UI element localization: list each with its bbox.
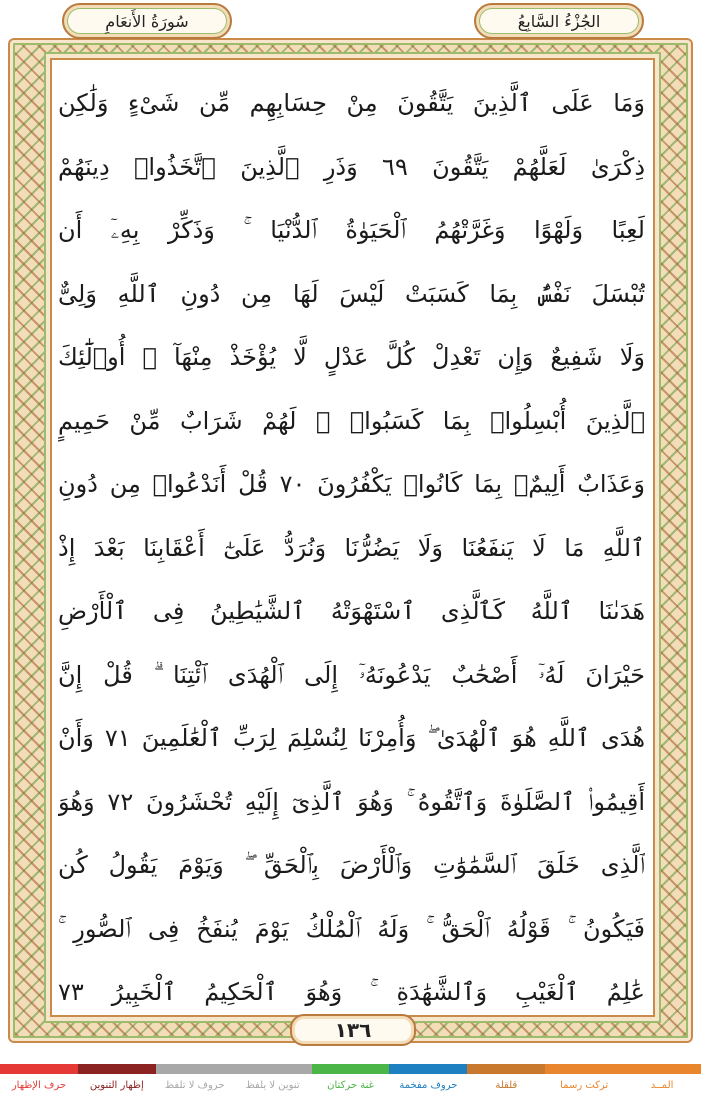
legend-swatch [156, 1064, 234, 1074]
text-line: فَيَكُونُ ۚ قَوْلُهُ ٱلْحَقُّ ۚ وَلَهُ ٱلْمُلْكُ يَوْمَ يُنفَخُ فِى ٱلصُّورِ ۚ [58, 914, 645, 943]
legend-item [156, 1064, 234, 1101]
legend-label: تركت رسما [560, 1080, 609, 1091]
text-line: لَعِبًا وَلَهْوًا وَغَرَّتْهُمُ ٱلْحَيَوٰةُ ٱلدُّنْيَا ۚ وَذَكِّرْ بِهِۦٓ أَن [58, 216, 645, 244]
legend-swatch [78, 1064, 156, 1074]
text-line: ٱلَّذِينَ أُبْسِلُوا۟ بِمَا كَسَبُوا۟ ۖ لَهُمْ شَرَابٌ مِّنْ حَمِيمٍ [58, 406, 645, 435]
tajweed-legend [0, 1064, 701, 1101]
legend-swatch [467, 1064, 545, 1074]
text-line: تُبْسَلَ نَفْسٌۢ بِمَا كَسَبَتْ لَيْسَ لَهَا مِن دُونِ ٱللَّهِ وَلِىٌّ [58, 279, 645, 308]
legend-label: حرف الإظهار [11, 1080, 67, 1091]
text-line: وَعَذَابٌ أَلِيمٌۢ بِمَا كَانُوا۟ يَكْفُرُونَ ٧٠ قُلْ أَنَدْعُوا۟ مِن دُونِ [58, 470, 645, 498]
text-line: وَمَا عَلَى ٱلَّذِينَ يَتَّقُونَ مِنْ حِسَابِهِم مِّن شَىْءٍ وَلَٰكِن [58, 89, 645, 117]
juz-name: الجُزْءُ السَّابِعُ [474, 3, 644, 39]
legend-label: المــد [650, 1080, 674, 1091]
quran-text [58, 72, 645, 1025]
legend-swatch [623, 1064, 701, 1074]
legend-label: حروف مفخمة [399, 1080, 458, 1091]
legend-label: إظهار التنوين [89, 1080, 144, 1091]
legend-item [234, 1064, 312, 1101]
legend-swatch [389, 1064, 467, 1074]
legend-label: قلقلة [495, 1080, 518, 1091]
text-line: هُدَى ٱللَّهِ هُوَ ٱلْهُدَىٰ ۖ وَأُمِرْنَا لِنُسْلِمَ لِرَبِّ ٱلْعَٰلَمِينَ ٧١ وَأَنْ [58, 724, 645, 752]
legend-label: حروف لا تلفظ [164, 1080, 225, 1091]
text-line: ٱلَّذِى خَلَقَ ٱلسَّمَٰوَٰتِ وَٱلْأَرْضَ بِٱلْحَقِّ ۖ وَيَوْمَ يَقُولُ كُن [58, 851, 645, 879]
legend-item [0, 1064, 78, 1101]
text-line: ذِكْرَىٰ لَعَلَّهُمْ يَتَّقُونَ ٦٩ وَذَرِ ٱلَّذِينَ ٱتَّخَذُوا۟ دِينَهُمْ [58, 152, 645, 181]
text-line: أَقِيمُوا۟ ٱلصَّلَوٰةَ وَٱتَّقُوهُ ۚ وَهُوَ ٱلَّذِىٓ إِلَيْهِ تُحْشَرُونَ ٧٢ وَهُوَ [58, 787, 645, 816]
legend-item [623, 1064, 701, 1101]
text-line: حَيْرَانَ لَهُۥٓ أَصْحَٰبٌ يَدْعُونَهُۥٓ إِلَى ٱلْهُدَى ٱئْتِنَا ۗ قُلْ إِنَّ [58, 660, 645, 689]
legend-item [78, 1064, 156, 1101]
legend-swatch [545, 1064, 623, 1074]
text-line: عَٰلِمُ ٱلْغَيْبِ وَٱلشَّهَٰدَةِ ۚ وَهُوَ ٱلْحَكِيمُ ٱلْخَبِيرُ ٧٣ [58, 978, 645, 1006]
legend-swatch [0, 1064, 78, 1074]
legend-item [467, 1064, 545, 1101]
legend-swatch [312, 1064, 390, 1074]
legend-label: تنوين لا يلفظ [245, 1080, 300, 1091]
surah-name: سُورَةُ الأَنعَامِ [62, 3, 232, 39]
legend-item [545, 1064, 623, 1101]
legend-swatch [234, 1064, 312, 1074]
legend-label: غنة حركتان [327, 1080, 374, 1091]
text-line: وَلَا شَفِيعٌ وَإِن تَعْدِلْ كُلَّ عَدْلٍ لَّا يُؤْخَذْ مِنْهَآ ۗ أُو۟لَٰٓئِكَ [58, 343, 645, 371]
text-line: ٱللَّهِ مَا لَا يَنفَعُنَا وَلَا يَضُرُّنَا وَنُرَدُّ عَلَىٰٓ أَعْقَابِنَا بَعْدَ إِذْ [58, 533, 645, 562]
legend-item [389, 1064, 467, 1101]
legend-item [312, 1064, 390, 1101]
text-line: هَدَىٰنَا ٱللَّهُ كَٱلَّذِى ٱسْتَهْوَتْهُ ٱلشَّيَٰطِينُ فِى ٱلْأَرْضِ [58, 597, 645, 625]
page-number: ١٣٦ [290, 1014, 416, 1046]
